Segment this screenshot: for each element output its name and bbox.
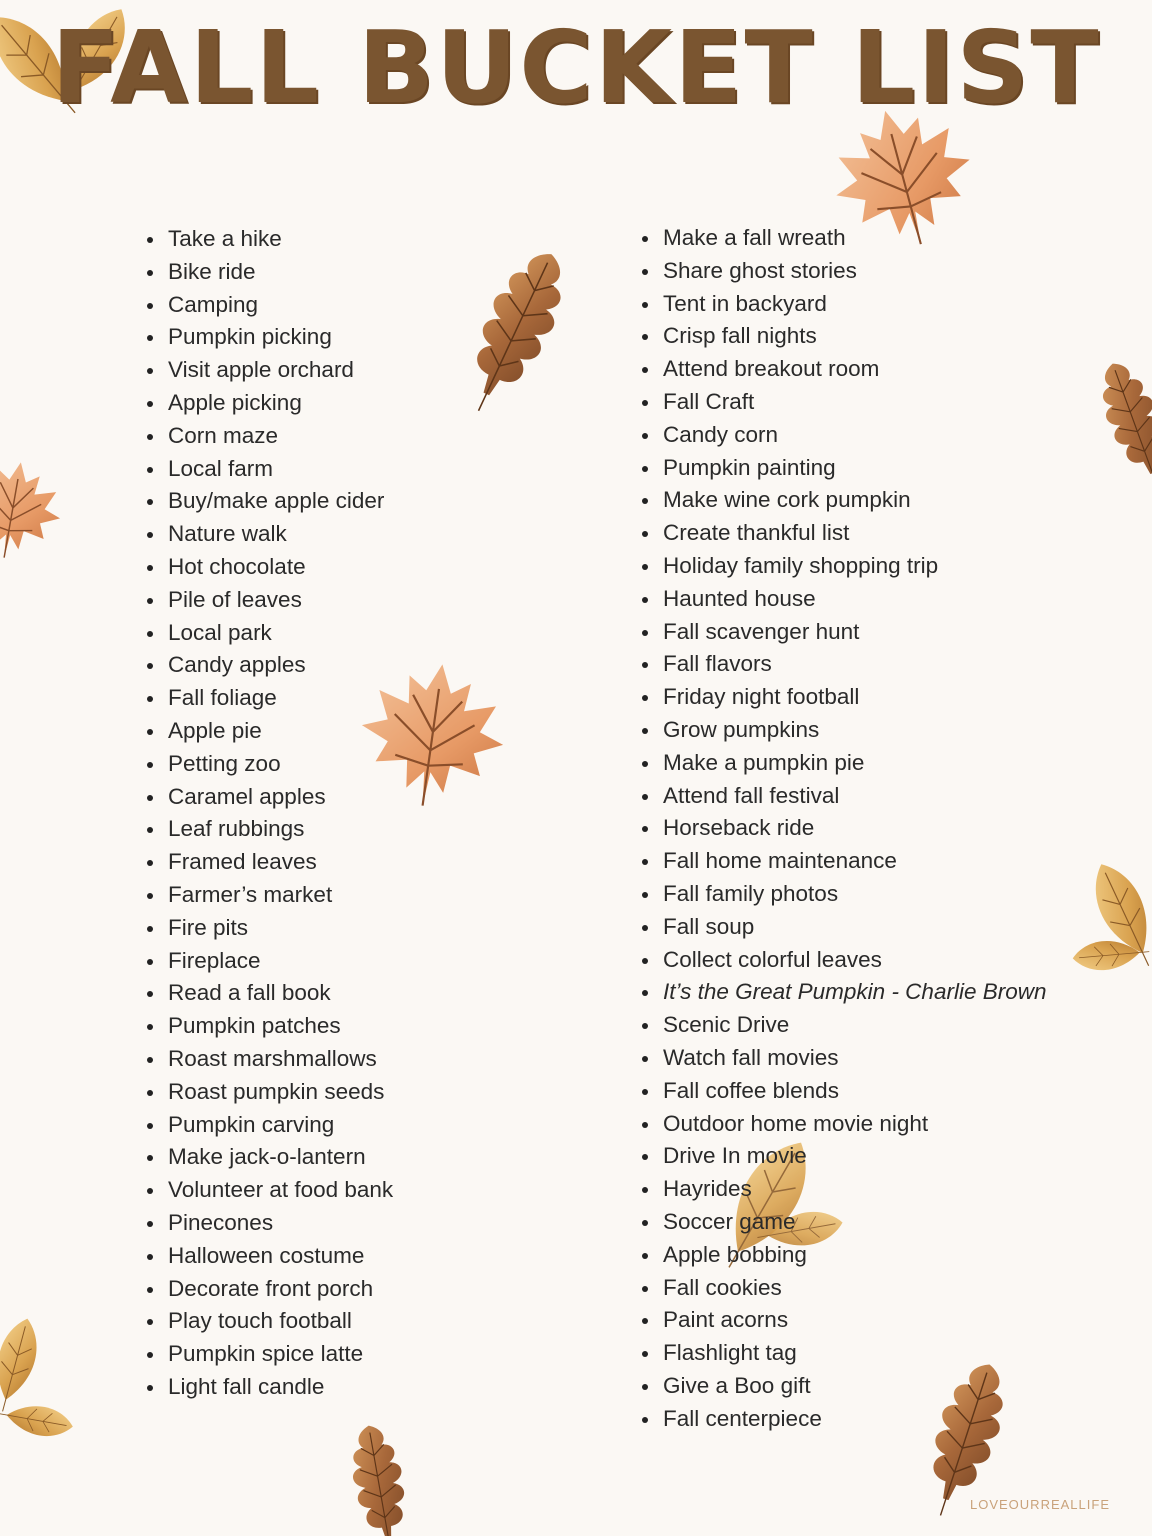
list-item: Pumpkin painting [641, 452, 1047, 485]
list-item: Take a hike [146, 223, 393, 256]
list-item: Roast marshmallows [146, 1043, 393, 1076]
list-item: Make a fall wreath [641, 222, 1047, 255]
list-item: Fall cookies [641, 1272, 1047, 1305]
list-item: Share ghost stories [641, 255, 1047, 288]
list-item: Apple bobbing [641, 1239, 1047, 1272]
list-item: Corn maze [146, 420, 393, 453]
list-item: Fireplace [146, 945, 393, 978]
list-item: Play touch football [146, 1305, 393, 1338]
list-item: Attend fall festival [641, 780, 1047, 813]
list-item: Make wine cork pumpkin [641, 484, 1047, 517]
list-item: Give a Boo gift [641, 1370, 1047, 1403]
list-item: Candy apples [146, 649, 393, 682]
list-item: Apple picking [146, 387, 393, 420]
golden-leaf-icon [1067, 907, 1152, 1004]
maple-leaf-icon [0, 422, 78, 598]
list-item: Fall home maintenance [641, 845, 1047, 878]
list-item: Pumpkin carving [146, 1109, 393, 1142]
list-item: Pumpkin patches [146, 1010, 393, 1043]
list-item: Tent in backyard [641, 288, 1047, 321]
list-item: Decorate front porch [146, 1273, 393, 1306]
list-item: Outdoor home movie night [641, 1108, 1047, 1141]
list-item: Read a fall book [146, 977, 393, 1010]
list-item: Fall foliage [146, 682, 393, 715]
list-item: Fall flavors [641, 648, 1047, 681]
bucket-list-column-left [146, 223, 393, 1404]
list-item: Bike ride [146, 256, 393, 289]
list-item: Volunteer at food bank [146, 1174, 393, 1207]
list-item: Local farm [146, 453, 393, 486]
list-item: Framed leaves [146, 846, 393, 879]
bucket-list-column-right [641, 222, 1047, 1435]
list-item: Caramel apples [146, 781, 393, 814]
list-item: Apple pie [146, 715, 393, 748]
list-item: Fire pits [146, 912, 393, 945]
list-item: Hayrides [641, 1173, 1047, 1206]
list-item: Pumpkin spice latte [146, 1338, 393, 1371]
list-item: It’s the Great Pumpkin - Charlie Brown [641, 976, 1047, 1009]
list-item: Fall coffee blends [641, 1075, 1047, 1108]
list-item: Pile of leaves [146, 584, 393, 617]
list-item: Crisp fall nights [641, 320, 1047, 353]
list-item: Hot chocolate [146, 551, 393, 584]
oak-leaf-icon [324, 1413, 437, 1536]
list-item: Local park [146, 617, 393, 650]
list-item: Scenic Drive [641, 1009, 1047, 1042]
golden-leaf-icon [0, 1384, 80, 1457]
list-item: Paint acorns [641, 1304, 1047, 1337]
list-item: Create thankful list [641, 517, 1047, 550]
list-item: Make jack-o-lantern [146, 1141, 393, 1174]
list-item: Candy corn [641, 419, 1047, 452]
list-item: Watch fall movies [641, 1042, 1047, 1075]
list-item: Fall soup [641, 911, 1047, 944]
list-item: Horseback ride [641, 812, 1047, 845]
list-item: Fall scavenger hunt [641, 616, 1047, 649]
list-item: Nature walk [146, 518, 393, 551]
list-item: Pumpkin picking [146, 321, 393, 354]
list-item: Camping [146, 289, 393, 322]
list-item: Light fall candle [146, 1371, 393, 1404]
watermark: LOVEOURREALLIFE [970, 1497, 1110, 1512]
list-item: Collect colorful leaves [641, 944, 1047, 977]
list-item: Roast pumpkin seeds [146, 1076, 393, 1109]
list-item: Holiday family shopping trip [641, 550, 1047, 583]
list-item: Visit apple orchard [146, 354, 393, 387]
list-item: Make a pumpkin pie [641, 747, 1047, 780]
list-item: Fall centerpiece [641, 1403, 1047, 1436]
list-item: Buy/make apple cider [146, 485, 393, 518]
list-item: Farmer’s market [146, 879, 393, 912]
list-item: Petting zoo [146, 748, 393, 781]
oak-leaf-icon [426, 225, 604, 439]
oak-leaf-icon [1075, 338, 1152, 512]
list-item: Haunted house [641, 583, 1047, 616]
list-item: Flashlight tag [641, 1337, 1047, 1370]
list-item: Friday night football [641, 681, 1047, 714]
page-title: FALL BUCKET LIST [51, 9, 1101, 126]
list-item: Attend breakout room [641, 353, 1047, 386]
list-item: Grow pumpkins [641, 714, 1047, 747]
list-item: Halloween costume [146, 1240, 393, 1273]
list-item: Drive In movie [641, 1140, 1047, 1173]
list-item: Pinecones [146, 1207, 393, 1240]
list-item: Fall Craft [641, 386, 1047, 419]
list-item: Soccer game [641, 1206, 1047, 1239]
list-item: Fall family photos [641, 878, 1047, 911]
list-item: Leaf rubbings [146, 813, 393, 846]
